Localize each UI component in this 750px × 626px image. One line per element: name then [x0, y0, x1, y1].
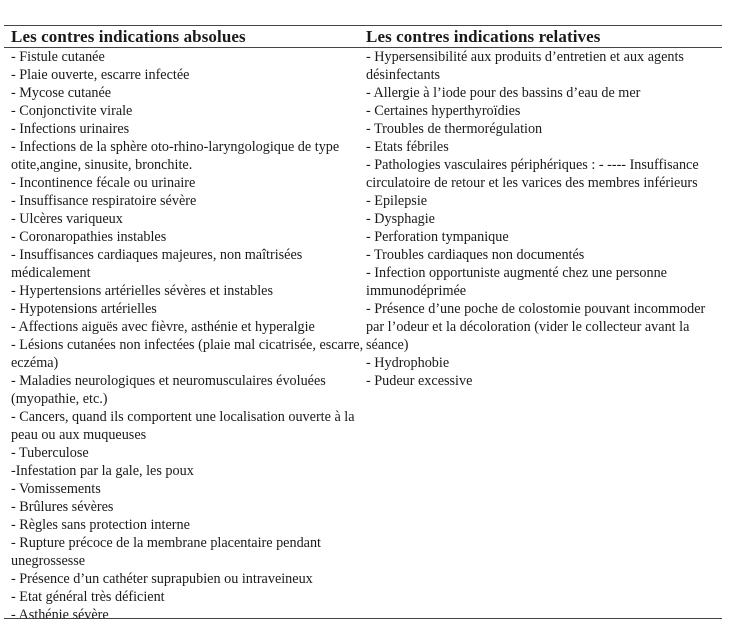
list-item: - Asthénie sévère: [11, 607, 109, 623]
list-item: - Etat général très déficient: [11, 589, 165, 605]
header-relative: Les contres indications relatives: [366, 26, 601, 46]
list-item: - Insuffisances cardiaques majeures, non maîtrisées médicalement: [11, 247, 303, 281]
list-item: - Insuffisance respiratoire sévère: [11, 193, 197, 209]
list-item: - Affections aiguës avec fièvre, asthénie et hyperalgie: [11, 319, 315, 335]
table-header-row: [4, 26, 722, 47]
list-item: - Etats fébriles: [366, 139, 449, 155]
list-item: - Fistule cutanée: [11, 49, 105, 65]
list-item: - Règles sans protection interne: [11, 517, 190, 533]
list-item: - Maladies neurologiques et neuromusculaires évoluées (myopathie, etc.): [11, 373, 326, 407]
list-item: - Infection opportuniste augmenté chez une personne immunodéprimée: [366, 265, 667, 299]
list-item: -Infestation par la gale, les poux: [11, 463, 194, 479]
list-item: - Troubles de thermorégulation: [366, 121, 543, 137]
list-item: - Infections urinaires: [11, 121, 130, 137]
list-item: - Plaie ouverte, escarre infectée: [11, 67, 190, 83]
list-item: - Perforation tympanique: [366, 229, 509, 245]
list-item: - Troubles cardiaques non documentés: [366, 247, 585, 263]
list-item: - Pudeur excessive: [366, 373, 473, 389]
list-item: - Mycose cutanée: [11, 85, 112, 101]
list-item: - Epilepsie: [366, 193, 428, 209]
list-item: - Vomissements: [11, 481, 101, 497]
list-item: - Rupture précoce de la membrane placentaire pendant unegrossesse: [11, 535, 321, 569]
list-item: - Tuberculose: [11, 445, 89, 461]
list-item: - Ulcères variqueux: [11, 211, 123, 227]
list-item: - Cancers, quand ils comportent une localisation ouverte à la peau ou aux muqueuses: [11, 409, 355, 443]
list-item: - Hypotensions artérielles: [11, 301, 157, 317]
list-item: - Dysphagie: [366, 211, 435, 227]
relative-contraindications-list: [365, 48, 722, 390]
list-item: - Allergie à l’iode pour des bassins d’eau de mer: [366, 85, 641, 101]
list-item: - Conjonctivite virale: [11, 103, 133, 119]
list-item: - Incontinence fécale ou urinaire: [11, 175, 196, 191]
list-item: - Infections de la sphère oto-rhino-laryngologique de type otite,angine, sinusite, bronchite.: [11, 139, 340, 173]
list-item: - Lésions cutanées non infectées (plaie mal cicatrisée, escarre, eczéma): [11, 337, 364, 371]
table-body: [4, 48, 722, 624]
list-item: - Présence d’une poche de colostomie pouvant incommoder par l’odeur et la décoloration (vider le collecteur avant la séance): [366, 301, 706, 353]
list-item: - Pathologies vasculaires périphériques : - ---- Insuffisance circulatoire de retour et les varices des membres inférieurs: [366, 157, 699, 191]
list-item: - Hydrophobie: [366, 355, 450, 371]
list-item: - Brûlures sévères: [11, 499, 114, 515]
header-absolute: Les contres indications absolues: [11, 26, 246, 46]
list-item: - Hypertensions artérielles sévères et instables: [11, 283, 273, 299]
table-bottom-rule: [4, 618, 722, 619]
list-item: - Présence d’un cathéter suprapubien ou intraveineux: [11, 571, 313, 587]
list-item: - Certaines hyperthyroïdies: [366, 103, 521, 119]
list-item: - Hypersensibilité aux produits d’entretien et aux agents désinfectants: [366, 49, 684, 83]
absolute-contraindications-list: [4, 48, 365, 624]
contraindications-table: [4, 25, 722, 624]
list-item: - Coronaropathies instables: [11, 229, 167, 245]
